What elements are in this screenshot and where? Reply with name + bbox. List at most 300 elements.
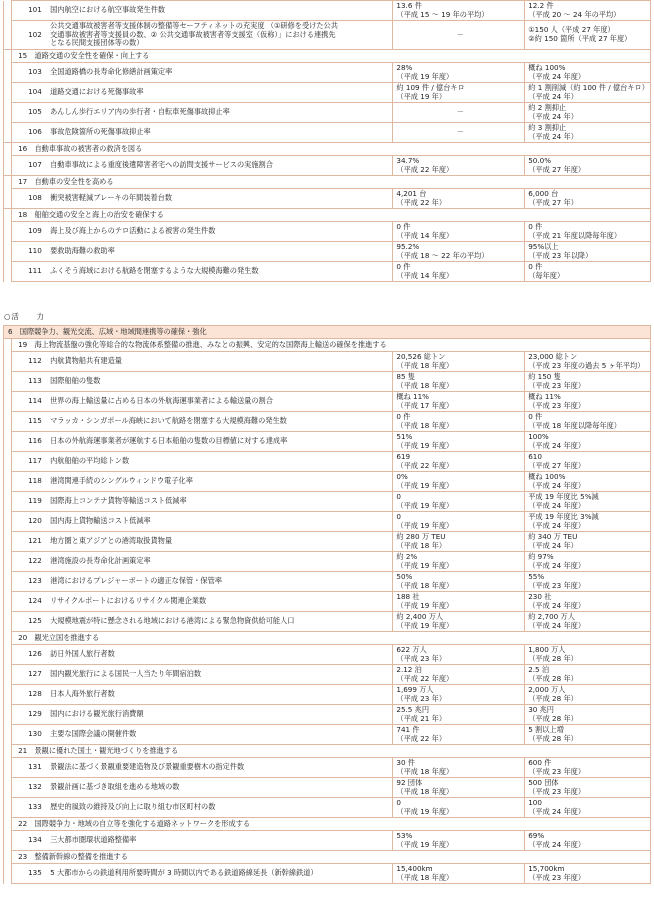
- baseline-value-cell: [393, 532, 525, 552]
- target-value-cell: [525, 392, 651, 412]
- baseline-value-line: （平成 22 年度）: [396, 460, 454, 470]
- target-value-cell: [525, 592, 651, 612]
- target-value-line: （平成 18 年度以降毎年度）: [528, 420, 621, 430]
- baseline-value-cell: [393, 612, 525, 632]
- target-value-line: 610: [528, 451, 542, 461]
- indicator-cell: [12, 262, 393, 282]
- baseline-value-cell: [393, 472, 525, 492]
- baseline-value-cell: [393, 452, 525, 472]
- target-value-line: 約 1 割削減（約 100 件 / 億台キロ）: [528, 82, 649, 92]
- indicator-row: [4, 864, 651, 884]
- measures-table-vitality: [3, 325, 651, 884]
- indicator-number: 105: [28, 107, 42, 117]
- target-value-line: （平成 21 年度以降毎年度）: [528, 230, 622, 240]
- target-value-cell: [525, 412, 651, 432]
- indicator-cell: [12, 552, 393, 572]
- baseline-value-line: （平成 19 年度）: [396, 600, 454, 610]
- indent-cell: [4, 705, 12, 725]
- target-value-line: （平成 27 年度）: [528, 460, 586, 470]
- target-value-cell: [525, 864, 651, 884]
- baseline-value-cell: [393, 665, 525, 685]
- indicator-name: リサイクルポートにおけるリサイクル関連企業数: [50, 596, 207, 606]
- indicator-name-line: 公共交通事故被害者等支援体制の整備等セーフティネットの充実度 （①研修を受けた公共: [50, 21, 338, 31]
- baseline-value-line: （平成 19 年）: [396, 91, 447, 101]
- target-value-cell: [525, 552, 651, 572]
- target-value-line: 約 3 割抑止: [528, 122, 567, 132]
- target-value-cell: [525, 472, 651, 492]
- baseline-value-line: （平成 14 年度）: [396, 230, 454, 240]
- baseline-value-line: （平成 22 年）: [396, 733, 447, 743]
- indicator-name: 国内観光旅行による国民一人当たり年間宿泊数: [50, 669, 202, 679]
- indicator-cell: [12, 758, 393, 778]
- policy-section-row: [4, 745, 651, 758]
- indicator-row: [4, 189, 651, 209]
- indicator-name: 国際海上コンテナ貨物等輸送コスト低減率: [50, 496, 187, 506]
- indent-cell: [4, 592, 12, 612]
- policy-section-row: [4, 339, 651, 352]
- indicator-cell: [12, 352, 393, 372]
- baseline-value-line: （平成 18 ～ 22 年の平均）: [396, 250, 489, 260]
- target-value-cell: [525, 372, 651, 392]
- indicator-cell: [12, 189, 393, 209]
- target-value-line: 約 2 割抑止: [528, 102, 567, 112]
- indicator-row: [4, 645, 651, 665]
- indent-cell: [4, 532, 12, 552]
- indicator-cell: [12, 645, 393, 665]
- indicator-number: 115: [28, 416, 42, 426]
- baseline-value-cell: [393, 685, 525, 705]
- indicator-cell: [12, 63, 393, 83]
- baseline-value-cell: [393, 552, 525, 572]
- target-value-line: （平成 27 年）: [528, 197, 578, 207]
- target-value-cell: [525, 156, 651, 176]
- target-value-line: 概ね 100%: [528, 471, 566, 481]
- baseline-value-line: 約 2,400 万人: [396, 611, 444, 621]
- baseline-value-line: 95.2%: [396, 241, 420, 251]
- indent-cell: [4, 851, 12, 864]
- indent-cell: [4, 864, 12, 884]
- indicator-number: 133: [28, 802, 42, 812]
- indicator-row: [4, 222, 651, 242]
- indent-cell: [4, 725, 12, 745]
- indent-cell: [4, 645, 12, 665]
- policy-section-title: 船舶交通の安全と海上の治安を確保する: [34, 209, 164, 219]
- baseline-value-cell: [393, 156, 525, 176]
- target-value-cell: [525, 1, 651, 21]
- policy-section-number: 16: [18, 143, 28, 153]
- policy-section-cell: [12, 745, 651, 758]
- target-value-line: （平成 27 年度）: [528, 164, 586, 174]
- indicator-row: [4, 352, 651, 372]
- indent-cell: [4, 156, 12, 176]
- baseline-value-cell: [393, 492, 525, 512]
- target-value-line: （平成 24 年）: [528, 540, 578, 550]
- indicator-cell: [12, 492, 393, 512]
- indent-cell: [4, 222, 12, 242]
- indent-cell: [4, 176, 12, 189]
- baseline-value-line: （平成 22 年度）: [396, 673, 454, 683]
- policy-section-title: 景観に優れた国土・観光地づくりを推進する: [34, 745, 179, 755]
- target-value-line: 0 件: [528, 261, 543, 271]
- baseline-value-line: 約 2%: [396, 551, 418, 561]
- target-value-line: （平成 23 年度）: [528, 766, 586, 776]
- policy-section-number: 21: [18, 745, 28, 755]
- target-value-line: （平成 24 年度）: [528, 500, 586, 510]
- target-value-line: （平成 23 年度）: [528, 400, 586, 410]
- baseline-value-line: －: [456, 127, 464, 137]
- indicator-number: 124: [28, 596, 42, 606]
- target-value-line: （平成 24 年度）: [528, 600, 586, 610]
- indicator-row: [4, 725, 651, 745]
- indicator-name: 主要な国際会議の開催件数: [50, 729, 137, 739]
- indicator-number: 103: [28, 67, 42, 77]
- target-value-line: （平成 24 年）: [528, 91, 578, 101]
- target-value-line: 50.0%: [528, 155, 552, 165]
- target-value-line: （平成 24 年度）: [528, 480, 586, 490]
- indicator-cell: [12, 592, 393, 612]
- indicator-name: 内航船舶の平均総トン数: [50, 456, 130, 466]
- target-value-cell: [525, 612, 651, 632]
- indent-cell: [4, 242, 12, 262]
- indent-cell: [4, 103, 12, 123]
- measures-table-safety: [3, 0, 651, 282]
- indicator-row: [4, 432, 651, 452]
- baseline-value-cell: [393, 705, 525, 725]
- indent-cell: [4, 143, 12, 156]
- baseline-value-line: （平成 19 年度）: [396, 480, 454, 490]
- indicator-name: マラッカ・シンガポール海峡において航路を閉塞する大規模海難の発生数: [50, 416, 287, 426]
- indicator-number: 118: [28, 476, 42, 486]
- indicator-cell: [12, 372, 393, 392]
- policy-section-cell: [12, 176, 651, 189]
- baseline-value-cell: [393, 758, 525, 778]
- policy-section-number: 18: [18, 209, 28, 219]
- indicator-cell: [12, 123, 393, 143]
- indicator-cell: [12, 532, 393, 552]
- baseline-value-cell: [393, 123, 525, 143]
- indicator-number: 134: [28, 835, 42, 845]
- baseline-value-cell: [393, 645, 525, 665]
- policy-section-cell: [12, 50, 651, 63]
- indicator-name: 国内海上貨物輸送コスト低減率: [50, 516, 151, 526]
- indent-cell: [4, 1, 12, 21]
- policy-section-row: [4, 632, 651, 645]
- indicator-cell: [12, 392, 393, 412]
- indicator-name: 道路交通における死傷事故率: [50, 87, 144, 97]
- measures-table-safety-body: [4, 1, 651, 282]
- section-label-vitality: ○活 力: [4, 312, 46, 321]
- target-value-cell: [525, 492, 651, 512]
- target-value-line: 5 割以上増: [528, 724, 564, 734]
- target-value-cell: [525, 262, 651, 282]
- target-value-cell: [525, 452, 651, 472]
- baseline-value-line: （平成 18 年度）: [396, 766, 454, 776]
- indicator-number: 112: [28, 356, 42, 366]
- policy-section-cell: [12, 851, 651, 864]
- indicator-name: 訪日外国人旅行者数: [50, 649, 115, 659]
- target-value-line: 100: [528, 797, 542, 807]
- indicator-cell: [12, 432, 393, 452]
- indicator-name-line: となる民間支援団体等の数）: [50, 38, 144, 48]
- indicator-number: 114: [28, 396, 42, 406]
- target-value-cell: [525, 21, 651, 50]
- target-value-cell: [525, 798, 651, 818]
- baseline-value-line: （平成 19 年度）: [396, 806, 454, 816]
- baseline-value-line: （平成 22 年度）: [396, 164, 454, 174]
- indicator-number: 132: [28, 782, 42, 792]
- baseline-value-cell: [393, 242, 525, 262]
- target-value-line: （平成 24 年度）: [528, 71, 586, 81]
- indicator-cell: [12, 572, 393, 592]
- indent-cell: [4, 262, 12, 282]
- baseline-value-line: （平成 19 年度）: [396, 71, 454, 81]
- indicator-cell: [12, 103, 393, 123]
- major-category-number: 6: [8, 326, 13, 336]
- target-value-line: 約 2,700 万人: [528, 611, 575, 621]
- indent-cell: [4, 665, 12, 685]
- baseline-value-line: 25.5 兆円: [396, 704, 430, 714]
- indicator-row: [4, 778, 651, 798]
- indicator-cell: [12, 412, 393, 432]
- baseline-value-line: （平成 19 年度）: [396, 620, 454, 630]
- indent-cell: [4, 685, 12, 705]
- indicator-row: [4, 452, 651, 472]
- indicator-row: [4, 156, 651, 176]
- baseline-value-cell: [393, 83, 525, 103]
- baseline-value-line: （平成 19 年度）: [396, 520, 454, 530]
- indent-cell: [4, 432, 12, 452]
- major-category-title: 国際競争力、観光交流、広域・地域間連携等の確保・強化: [19, 326, 207, 336]
- indicator-row: [4, 592, 651, 612]
- indicator-cell: [12, 665, 393, 685]
- target-value-line: 100%: [528, 431, 549, 441]
- indicator-cell: [12, 798, 393, 818]
- indicator-name: 事故危険箇所の死傷事故抑止率: [50, 127, 151, 137]
- baseline-value-line: （平成 22 年）: [396, 197, 447, 207]
- baseline-value-line: （平成 14 年度）: [396, 270, 454, 280]
- baseline-value-line: 92 団体: [396, 777, 423, 787]
- baseline-value-cell: [393, 222, 525, 242]
- baseline-value-line: （平成 18 年度）: [396, 380, 454, 390]
- target-value-cell: [525, 432, 651, 452]
- indicator-row: [4, 242, 651, 262]
- baseline-value-line: （平成 23 年）: [396, 693, 447, 703]
- target-value-cell: [525, 532, 651, 552]
- indicator-name: 内航貨物船共有建造量: [50, 356, 122, 366]
- baseline-value-line: （平成 18 年度）: [396, 420, 454, 430]
- baseline-value-line: 619: [396, 451, 411, 461]
- baseline-value-line: 30 件: [396, 757, 415, 767]
- target-value-line: （平成 23 年度）: [528, 786, 586, 796]
- indicator-row: [4, 262, 651, 282]
- target-value-cell: [525, 123, 651, 143]
- indicator-cell: [12, 156, 393, 176]
- target-value-line: 約 340 万 TEU: [528, 531, 578, 541]
- indent-cell: [4, 798, 12, 818]
- indicator-name: 日本の外航海運事業者が運航する日本船舶の隻数の目標値に対する達成率: [50, 436, 288, 446]
- baseline-value-line: 51%: [396, 431, 413, 441]
- indent-cell: [4, 632, 12, 645]
- indicator-row: [4, 665, 651, 685]
- baseline-value-line: 概ね 11%: [396, 391, 430, 401]
- baseline-value-line: 188 社: [396, 591, 420, 601]
- policy-section-row: [4, 176, 651, 189]
- indicator-row: [4, 798, 651, 818]
- policy-section-title: 道路交通の安全性を確保・向上する: [34, 50, 150, 60]
- target-value-line: 約 150 隻: [528, 371, 561, 381]
- indicator-cell: [12, 1, 393, 21]
- policy-section-number: 17: [18, 176, 28, 186]
- target-value-line: 15,700km: [528, 863, 565, 873]
- indicator-name: 衝突被害軽減ブレーキの年間装着台数: [50, 193, 173, 203]
- indicator-name: [50, 22, 338, 48]
- baseline-value-line: 0: [396, 511, 401, 521]
- baseline-value-line: 622 万人: [396, 644, 427, 654]
- indicator-row: [4, 492, 651, 512]
- indicator-number: 117: [28, 456, 42, 466]
- baseline-value-line: 0: [396, 797, 401, 807]
- indent-cell: [4, 612, 12, 632]
- indicator-cell: [12, 685, 393, 705]
- target-value-cell: [525, 665, 651, 685]
- target-value-cell: [525, 778, 651, 798]
- baseline-value-line: 約 280 万 TEU: [396, 531, 446, 541]
- policy-section-number: 23: [18, 851, 28, 861]
- target-value-cell: [525, 103, 651, 123]
- policy-section-row: [4, 818, 651, 831]
- baseline-value-cell: [393, 392, 525, 412]
- baseline-value-line: 0 件: [396, 411, 411, 421]
- indicator-number: 104: [28, 87, 42, 97]
- target-value-line: （平成 23 年度の過去 5 ヶ年平均）: [528, 360, 645, 370]
- indent-cell: [4, 21, 12, 50]
- measures-table-vitality-body: [4, 326, 651, 884]
- indicator-name: ふくそう海域における航路を閉塞するような大規模海難の発生数: [50, 266, 259, 276]
- indicator-number: 102: [28, 30, 42, 39]
- target-value-line: （平成 24 年）: [528, 131, 578, 141]
- indicator-name-line: 交通事故被害者等支援員の数、② 公共交通事故被害者等支援室（仮称）」における連携先: [50, 29, 336, 39]
- target-value-line: 69%: [528, 830, 545, 840]
- baseline-value-cell: [393, 1, 525, 21]
- baseline-value-line: （平成 21 年）: [396, 713, 447, 723]
- indicator-cell: [12, 452, 393, 472]
- indicator-row: [4, 705, 651, 725]
- baseline-value-cell: [393, 63, 525, 83]
- baseline-value-cell: [393, 262, 525, 282]
- baseline-value-line: （平成 18 年度）: [396, 360, 454, 370]
- baseline-value-line: （平成 23 年）: [396, 653, 447, 663]
- baseline-value-cell: [393, 864, 525, 884]
- indent-cell: [4, 472, 12, 492]
- target-value-cell: [525, 725, 651, 745]
- indent-cell: [4, 552, 12, 572]
- indicator-row: [4, 685, 651, 705]
- baseline-value-line: （平成 19 年度）: [396, 839, 454, 849]
- target-value-cell: [525, 572, 651, 592]
- target-value-cell: [525, 645, 651, 665]
- indicator-name: 港湾におけるプレジャーボートの適正な保管・保管率: [50, 576, 222, 586]
- indicator-name: 世界の海上輸送量に占める日本の外航海運事業者による輸送量の割合: [50, 396, 273, 406]
- baseline-value-line: 50%: [396, 571, 413, 581]
- indicator-cell: [12, 83, 393, 103]
- indicator-row: [4, 552, 651, 572]
- indicator-row: [4, 612, 651, 632]
- indicator-cell: [12, 472, 393, 492]
- baseline-value-line: 4,201 台: [396, 188, 427, 198]
- baseline-value-line: （平成 19 年度）: [396, 560, 454, 570]
- target-value-line: （平成 24 年度）: [528, 620, 586, 630]
- baseline-value-line: 0 件: [396, 261, 411, 271]
- baseline-value-line: 1,699 万人: [396, 684, 434, 694]
- target-value-line: （平成 24 年度）: [528, 806, 586, 816]
- indicator-row: [4, 63, 651, 83]
- target-value-line: （平成 23 年度）: [528, 872, 586, 882]
- indicator-name: 国内における観光旅行消費額: [50, 709, 144, 719]
- indicator-number: 122: [28, 556, 42, 566]
- indicator-name: 国内航空における航空事故発生件数: [50, 5, 166, 15]
- target-value-line: ②約 150 箇所（平成 27 年度）: [528, 34, 632, 43]
- baseline-value-line: 13.6 件: [396, 0, 422, 10]
- baseline-value-line: 85 隻: [396, 371, 415, 381]
- indicator-row: [4, 532, 651, 552]
- target-value-cell: [525, 831, 651, 851]
- indicator-name: 三大都市圏環状道路整備率: [50, 835, 137, 845]
- indicator-name: 国際船舶の隻数: [50, 376, 101, 386]
- policy-section-cell: [12, 818, 651, 831]
- policy-section-cell: [12, 632, 651, 645]
- indent-cell: [4, 83, 12, 103]
- policy-section-title: 海上物流基盤の強化等総合的な物流体系整備の推進、みなとの振興、安定的な国際海上輸送の確保を推進する: [34, 339, 387, 349]
- baseline-value-line: （平成 19 年度）: [396, 440, 454, 450]
- indent-cell: [4, 758, 12, 778]
- target-value-line: （平成 28 年）: [528, 733, 578, 743]
- indicator-number: 135: [28, 868, 42, 878]
- indicator-row: [4, 21, 651, 50]
- indicator-cell: [12, 242, 393, 262]
- indicator-row: [4, 472, 651, 492]
- indent-cell: [4, 372, 12, 392]
- indicator-row: [4, 392, 651, 412]
- policy-section-row: [4, 50, 651, 63]
- indicator-cell: [12, 612, 393, 632]
- indent-cell: [4, 412, 12, 432]
- indent-cell: [4, 50, 12, 63]
- target-value-line: 0 件: [528, 221, 543, 231]
- indicator-number: 116: [28, 436, 42, 446]
- target-value-line: 概ね 100%: [528, 62, 566, 72]
- policy-section-row: [4, 143, 651, 156]
- policy-section-number: 20: [18, 632, 28, 642]
- baseline-value-line: 741 件: [396, 724, 420, 734]
- baseline-value-line: 2.12 泊: [396, 664, 422, 674]
- indent-cell: [4, 339, 12, 352]
- target-value-cell: [525, 189, 651, 209]
- target-value-line: 2.5 泊: [528, 664, 550, 674]
- indicator-number: 111: [28, 266, 42, 276]
- indent-cell: [4, 512, 12, 532]
- baseline-value-line: （平成 18 年度）: [396, 872, 454, 882]
- indicator-number: 110: [28, 246, 42, 256]
- indicator-number: 129: [28, 709, 42, 719]
- indicator-number: 127: [28, 669, 42, 679]
- target-value-line: 95%以上: [528, 241, 559, 251]
- baseline-value-cell: [393, 189, 525, 209]
- target-value-line: （毎年度）: [528, 270, 565, 280]
- baseline-value-line: 15,400km: [396, 863, 433, 873]
- baseline-value-cell: [393, 725, 525, 745]
- indent-cell: [4, 452, 12, 472]
- indicator-row: [4, 831, 651, 851]
